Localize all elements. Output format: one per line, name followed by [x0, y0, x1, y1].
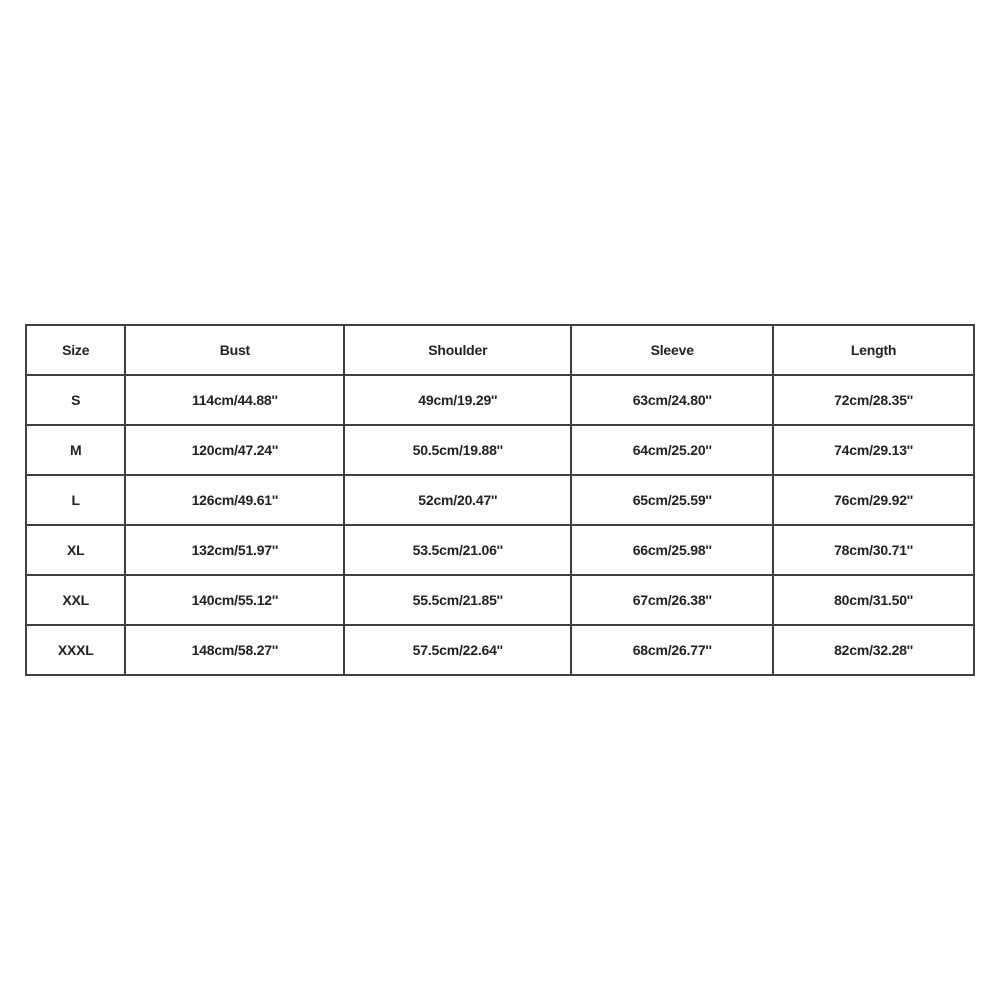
cell-sleeve: 64cm/25.20'' — [571, 425, 773, 475]
cell-shoulder: 53.5cm/21.06'' — [344, 525, 571, 575]
table-row — [26, 625, 974, 675]
cell-bust: 148cm/58.27'' — [125, 625, 344, 675]
cell-bust: 120cm/47.24'' — [125, 425, 344, 475]
header-shoulder: Shoulder — [344, 325, 571, 375]
cell-bust: 114cm/44.88'' — [125, 375, 344, 425]
cell-shoulder: 52cm/20.47'' — [344, 475, 571, 525]
cell-size: XXL — [26, 575, 125, 625]
cell-length: 72cm/28.35'' — [773, 375, 974, 425]
cell-length: 78cm/30.71'' — [773, 525, 974, 575]
size-chart-table — [25, 324, 975, 676]
cell-length: 82cm/32.28'' — [773, 625, 974, 675]
cell-size: L — [26, 475, 125, 525]
cell-size: M — [26, 425, 125, 475]
cell-size: XL — [26, 525, 125, 575]
cell-shoulder: 50.5cm/19.88'' — [344, 425, 571, 475]
table-row — [26, 575, 974, 625]
table-row — [26, 525, 974, 575]
cell-sleeve: 63cm/24.80'' — [571, 375, 773, 425]
cell-sleeve: 67cm/26.38'' — [571, 575, 773, 625]
cell-bust: 140cm/55.12'' — [125, 575, 344, 625]
cell-bust: 126cm/49.61'' — [125, 475, 344, 525]
header-sleeve: Sleeve — [571, 325, 773, 375]
cell-sleeve: 65cm/25.59'' — [571, 475, 773, 525]
cell-size: S — [26, 375, 125, 425]
cell-size: XXXL — [26, 625, 125, 675]
header-length: Length — [773, 325, 974, 375]
cell-bust: 132cm/51.97'' — [125, 525, 344, 575]
table-row — [26, 475, 974, 525]
cell-length: 76cm/29.92'' — [773, 475, 974, 525]
table-header-row — [26, 325, 974, 375]
cell-length: 80cm/31.50'' — [773, 575, 974, 625]
header-bust: Bust — [125, 325, 344, 375]
cell-shoulder: 57.5cm/22.64'' — [344, 625, 571, 675]
cell-sleeve: 66cm/25.98'' — [571, 525, 773, 575]
cell-length: 74cm/29.13'' — [773, 425, 974, 475]
table-row — [26, 425, 974, 475]
cell-sleeve: 68cm/26.77'' — [571, 625, 773, 675]
header-size: Size — [26, 325, 125, 375]
table-row — [26, 375, 974, 425]
cell-shoulder: 55.5cm/21.85'' — [344, 575, 571, 625]
cell-shoulder: 49cm/19.29'' — [344, 375, 571, 425]
